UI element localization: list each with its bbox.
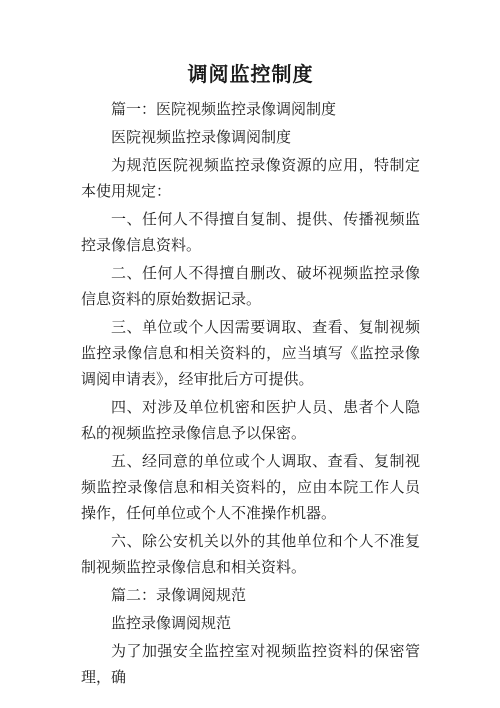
- paragraph-section-1-subtitle: 医院视频监控录像调阅制度: [111, 128, 292, 146]
- document-title: 调阅监控制度: [187, 62, 314, 86]
- paragraph-rule-1: 一、任何人不得擅自复制、提供、传播视频监控录像信息资料。: [81, 210, 420, 254]
- paragraph-section-2-subtitle: 监控录像调阅规范: [111, 614, 232, 632]
- paragraph-rule-4: 四、对涉及单位机密和医护人员、患者个人隐私的视频监控录像信息予以保密。: [81, 398, 420, 442]
- paragraph-rule-3: 三、单位或个人因需要调取、查看、复制视频监控录像信息和相关资料的，应当填写《监控录像调阅申请表》，经审批后方可提供。: [81, 318, 420, 388]
- paragraph-rule-6: 六、除公安机关以外的其他单位和个人不准复制视频监控录像信息和相关资料。: [81, 532, 420, 576]
- paragraph-rule-5: 五、经同意的单位或个人调取、查看、复制视频监控录像信息和相关资料的，应由本院工作人员操作，任何单位或个人不准操作机器。: [81, 452, 420, 522]
- paragraph-section-2-heading: 篇二：录像调阅规范: [111, 586, 247, 604]
- paragraph-section-1-heading: 篇一：医院视频监控录像调阅制度: [111, 100, 337, 118]
- paragraph-intro: 为规范医院视频监控录像资源的应用，特制定本使用规定：: [81, 156, 420, 200]
- paragraph-rule-2: 二、任何人不得擅自删改、破坏视频监控录像信息资料的原始数据记录。: [81, 264, 420, 308]
- paragraph-section-2-body: 为了加强安全监控室对视频监控资料的保密管理，确: [81, 642, 420, 686]
